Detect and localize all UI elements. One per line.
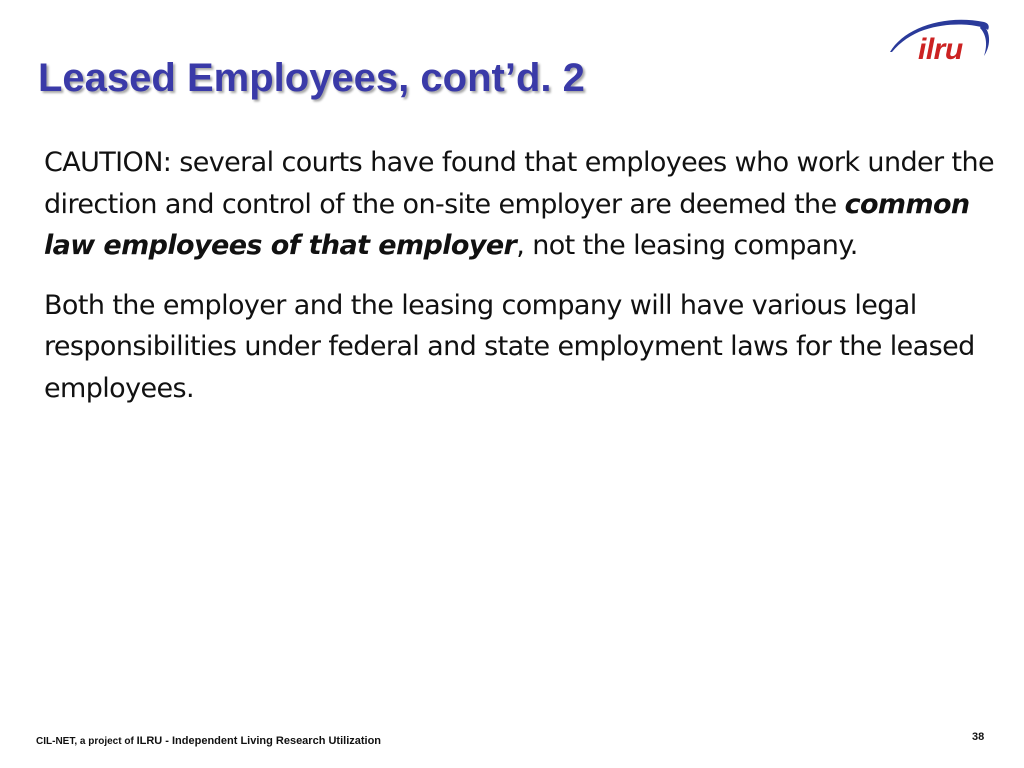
ilru-logo-text: ilru bbox=[918, 33, 963, 66]
page-number: 38 bbox=[972, 731, 985, 743]
responsibilities-paragraph: Both the employer and the leasing company will have various legal responsibilities under federal and state employment laws for the leased employees. bbox=[44, 289, 975, 404]
slide-body bbox=[44, 142, 994, 427]
footer-credit bbox=[36, 735, 381, 747]
caution-text: CAUTION: several courts have found that employees who work under the direction and control of the on-site employer are deemed the bbox=[44, 147, 995, 220]
caution-paragraph bbox=[44, 142, 994, 267]
caution-emphasis: common law employees of that employer bbox=[44, 188, 970, 261]
caution-text-end: , not the leasing company. bbox=[516, 230, 858, 261]
footer-org-name: ILRU - Independent Living Research Utilization bbox=[136, 735, 382, 747]
footer-org-prefix: CIL-NET, a project of bbox=[36, 736, 137, 747]
slide-title: Leased Employees, cont’d. 2 bbox=[38, 56, 585, 100]
